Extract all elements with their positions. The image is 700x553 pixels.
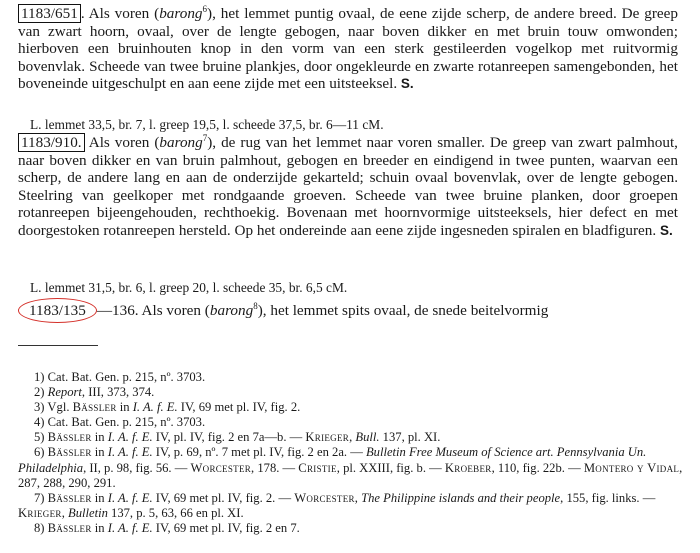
footnote-2: 2) Report, III, 373, 374. — [34, 385, 155, 400]
entry-2-measurements: L. lemmet 31,5, br. 6, l. greep 20, l. scheede 35, br. 6,5 cM. — [30, 280, 348, 295]
footnote-1: 1) Cat. Bat. Gen. p. 215, nº. 3703. — [34, 370, 206, 384]
footnote-4: 4) Cat. Bat. Gen. p. 215, nº. 3703. — [34, 415, 206, 430]
entry-3: 1183/135 —136. Als voren (barong$^8$), het lemmet spits ovaal, de snede beitelvormig — [18, 302, 678, 320]
footnotes-list — [18, 370, 683, 536]
footnote-3: 3) Vgl. Bässler in I. A. f. E. IV, 69 met pl. IV, fig. 2. — [34, 400, 301, 415]
source-marker: S. — [400, 76, 414, 92]
footnote-divider — [18, 345, 98, 346]
entry-1-measurements: L. lemmet 33,5, br. 7, l. greep 19,5, l. scheede 37,5, br. 6—11 cM. — [30, 117, 384, 132]
entry-2-number-box: 1183/910. — [18, 133, 85, 152]
footnote-8: 8) Bässler in I. A. f. E. IV, 69 met pl. IV, fig. 2 en 7. — [34, 520, 300, 535]
footnote-6: 6) Bässler in I. A. f. E. IV, p. 69, nº. 7 met pl. IV, fig. 2 en 2a. — Bulletin Free Museum of Science art. Pennsylvania Un. Philadelphia, II, p. 98, fig. 56. — Worcester, 178. — Cristie, pl. XXIII, fig. b. — Kroeber, 110, fig. 22b. — Montero y Vidal, 287, 288, 290, 291. — [18, 445, 683, 490]
source-marker: S. — [659, 222, 673, 238]
entry-3-number-circled: 1183/135 — [18, 298, 97, 323]
entry-1-number-box: 1183/651 — [18, 4, 81, 23]
entry-1: 1183/651 . Als voren (barong$^6$), het lemmet puntig ovaal, de eene zijde scherp, de andere breed. De greep van zwart hoorn, ovaal, over de lengte gebogen, naar boven dikker en met bruin touw omwonden; hierboven een bruinhouten knop in den vorm van een sterk gestileerden vogelkop met ruitvormig bovenvlak. Scheede van twee bruine plankjes, door ongekleurde en zwarte rotanreepen samengebonden, het boveneinde uitgeschulpt en aan eene zijde met een uitsteeksel. S. — [18, 4, 678, 93]
footnote-5: 5) Bässler in I. A. f. E. IV, pl. IV, fig. 2 en 7a—b. — Krieger, Bull. 137, pl. XI. — [34, 430, 441, 445]
footnote-7: 7) Bässler in I. A. f. E. IV, 69 met pl. IV, fig. 2. — Worcester, The Philippine islands and their people, 155, fig. links. — Krieger, Bulletin 137, p. 5, 63, 66 en pl. XI. — [18, 490, 656, 520]
entry-2: 1183/910. Als voren (barong$^7$), de rug van het lemmet naar voren smaller. De greep van zwart palmhout, naar boven dikker en van bruin palmhout, gebogen en breeder en eindigend in twee punten, waarvan een scherp, de andere lang en aan de onderzijde gekarteld; schuin ovaal bovenvlak, over de lengte gebogen. Steelring van geelkoper met rondgaande groeven. Scheede van twee bruine planken, door groepen rotanreepen bijeengehouden, rechthoekig. Bovenaan met hoornvormige uitsteeksels, hier defect en met doorgestoken rotanreepen hersteld. Op het ondereinde aan eene zijde ingesneden spiralen en bladfiguren. S. — [18, 133, 678, 239]
